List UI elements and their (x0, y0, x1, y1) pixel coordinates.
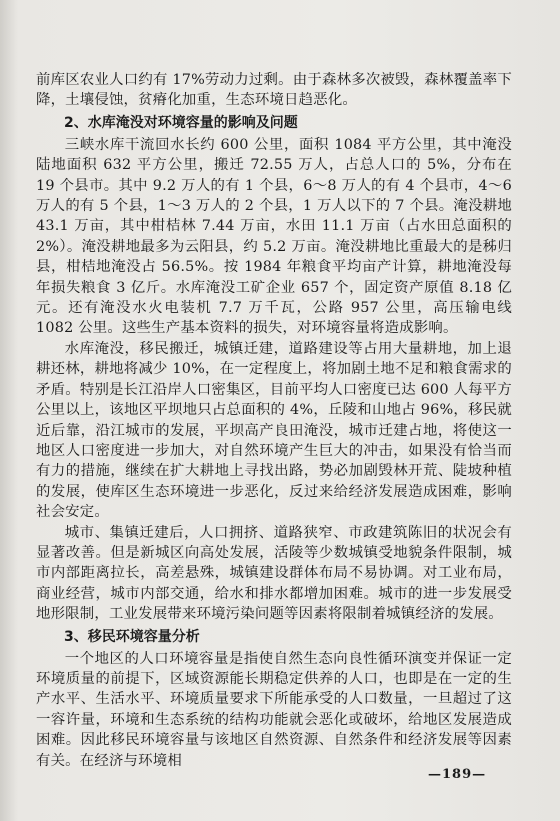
page-number: —189— (428, 767, 487, 782)
section-heading-3: 3、移民环境容量分析 (64, 628, 200, 645)
text-body (36, 70, 512, 771)
paragraph-capacity-analysis: 一个地区的人口环境容量是指使自然生态向良性循环演变并保证一定环境质量的前提下，区域资源能长期稳定供养的人口，也即是在一定的生产水平、生活水平、环境质量要求下所能承受的人口数量，一旦超过了这一容许量，环境和生态系统的结构功能就会恶化或破坏，给地区发展造成困难。因此移民环境容量与该地区自然资源、自然条件和经济发展等因素有关。在经济与环境相 (36, 650, 512, 769)
section-heading-2: 2、水库淹没对环境容量的影响及问题 (64, 114, 298, 131)
paragraph-town-rebuilding: 城市、集镇迁建后，人口拥挤、道路狭窄、市政建筑陈旧的状况会有显著改善。但是新城区向高处发展，活陵等少数城镇受地貌条件限制，城市内部距离拉长，高差悬殊，城镇建设群体布局不易协调。对工业布局，商业经营，城市内部交通，给水和排水都增加困难。城市的进一步发展受地形限制，工业发展带来环境污染问题等因素将限制着城镇经济的发展。 (36, 524, 512, 623)
paragraph-migration-relocation: 水库淹没，移民搬迁，城镇迁建，道路建设等占用大量耕地，加上退耕还林，耕地将减少 10%，在一定程度上，将加剧土地不足和粮食需求的矛盾。特别是长江沿岸人口密集区，目前平均人口密度已达 600 人每平方公里以上，该地区平坝地只占总面积的 4%，丘陵和山地占 96%，移民就近后靠，沿江城市的发展，平坝高产良田淹没，城市迁建占地，将使这一地区人口密度进一步加大，对自然环境产生巨大的冲击，如果没有恰当而有力的措施，继续在扩大耕地上寻找出路，势必加剧毁林开荒、陡坡种植的发展，使库区生态环境进一步恶化，反过来给经济发展造成困难，影响社会安定。 (36, 340, 512, 521)
paragraph-continuation: 前库区农业人口约有 17%劳动力过剩。由于森林多次被毁，森林覆盖率下降，土壤侵蚀，贫瘠化加重，生态环境日趋恶化。 (36, 72, 512, 109)
paragraph-reservoir-inundation: 三峡水库干流回水长约 600 公里，面积 1084 平方公里，其中淹没陆地面积 632 平方公里，搬迁 72.55 万人，占总人口的 5%，分布在 19 个县市。其中 9.2 万人的有 1 个县，6～8 万人的有 4 个县市，4～6 万人的有 5 个县，1～3 万人的 2 个县，1 万人以下的 7 个县。淹没耕地 43.1 万亩，其中柑桔林 7.44 万亩，水田 11.1 万亩（占水田总面积的 2%）。淹没耕地最多为云阳县，约 5.2 万亩。淹没耕地比重最大的是秭归县，柑桔地淹没占 56.5%。按 1984 年粮食平均亩产计算，耕地淹没每年损失粮食 3 亿斤。水库淹没工矿企业 657 个，固定资产原值 8.18 亿元。还有淹没水火电装机 7.7 万千瓦，公路 957 公里，高压输电线 1082 公里。这些生产基本资料的损失，对环境容量将造成影响。 (36, 136, 512, 337)
